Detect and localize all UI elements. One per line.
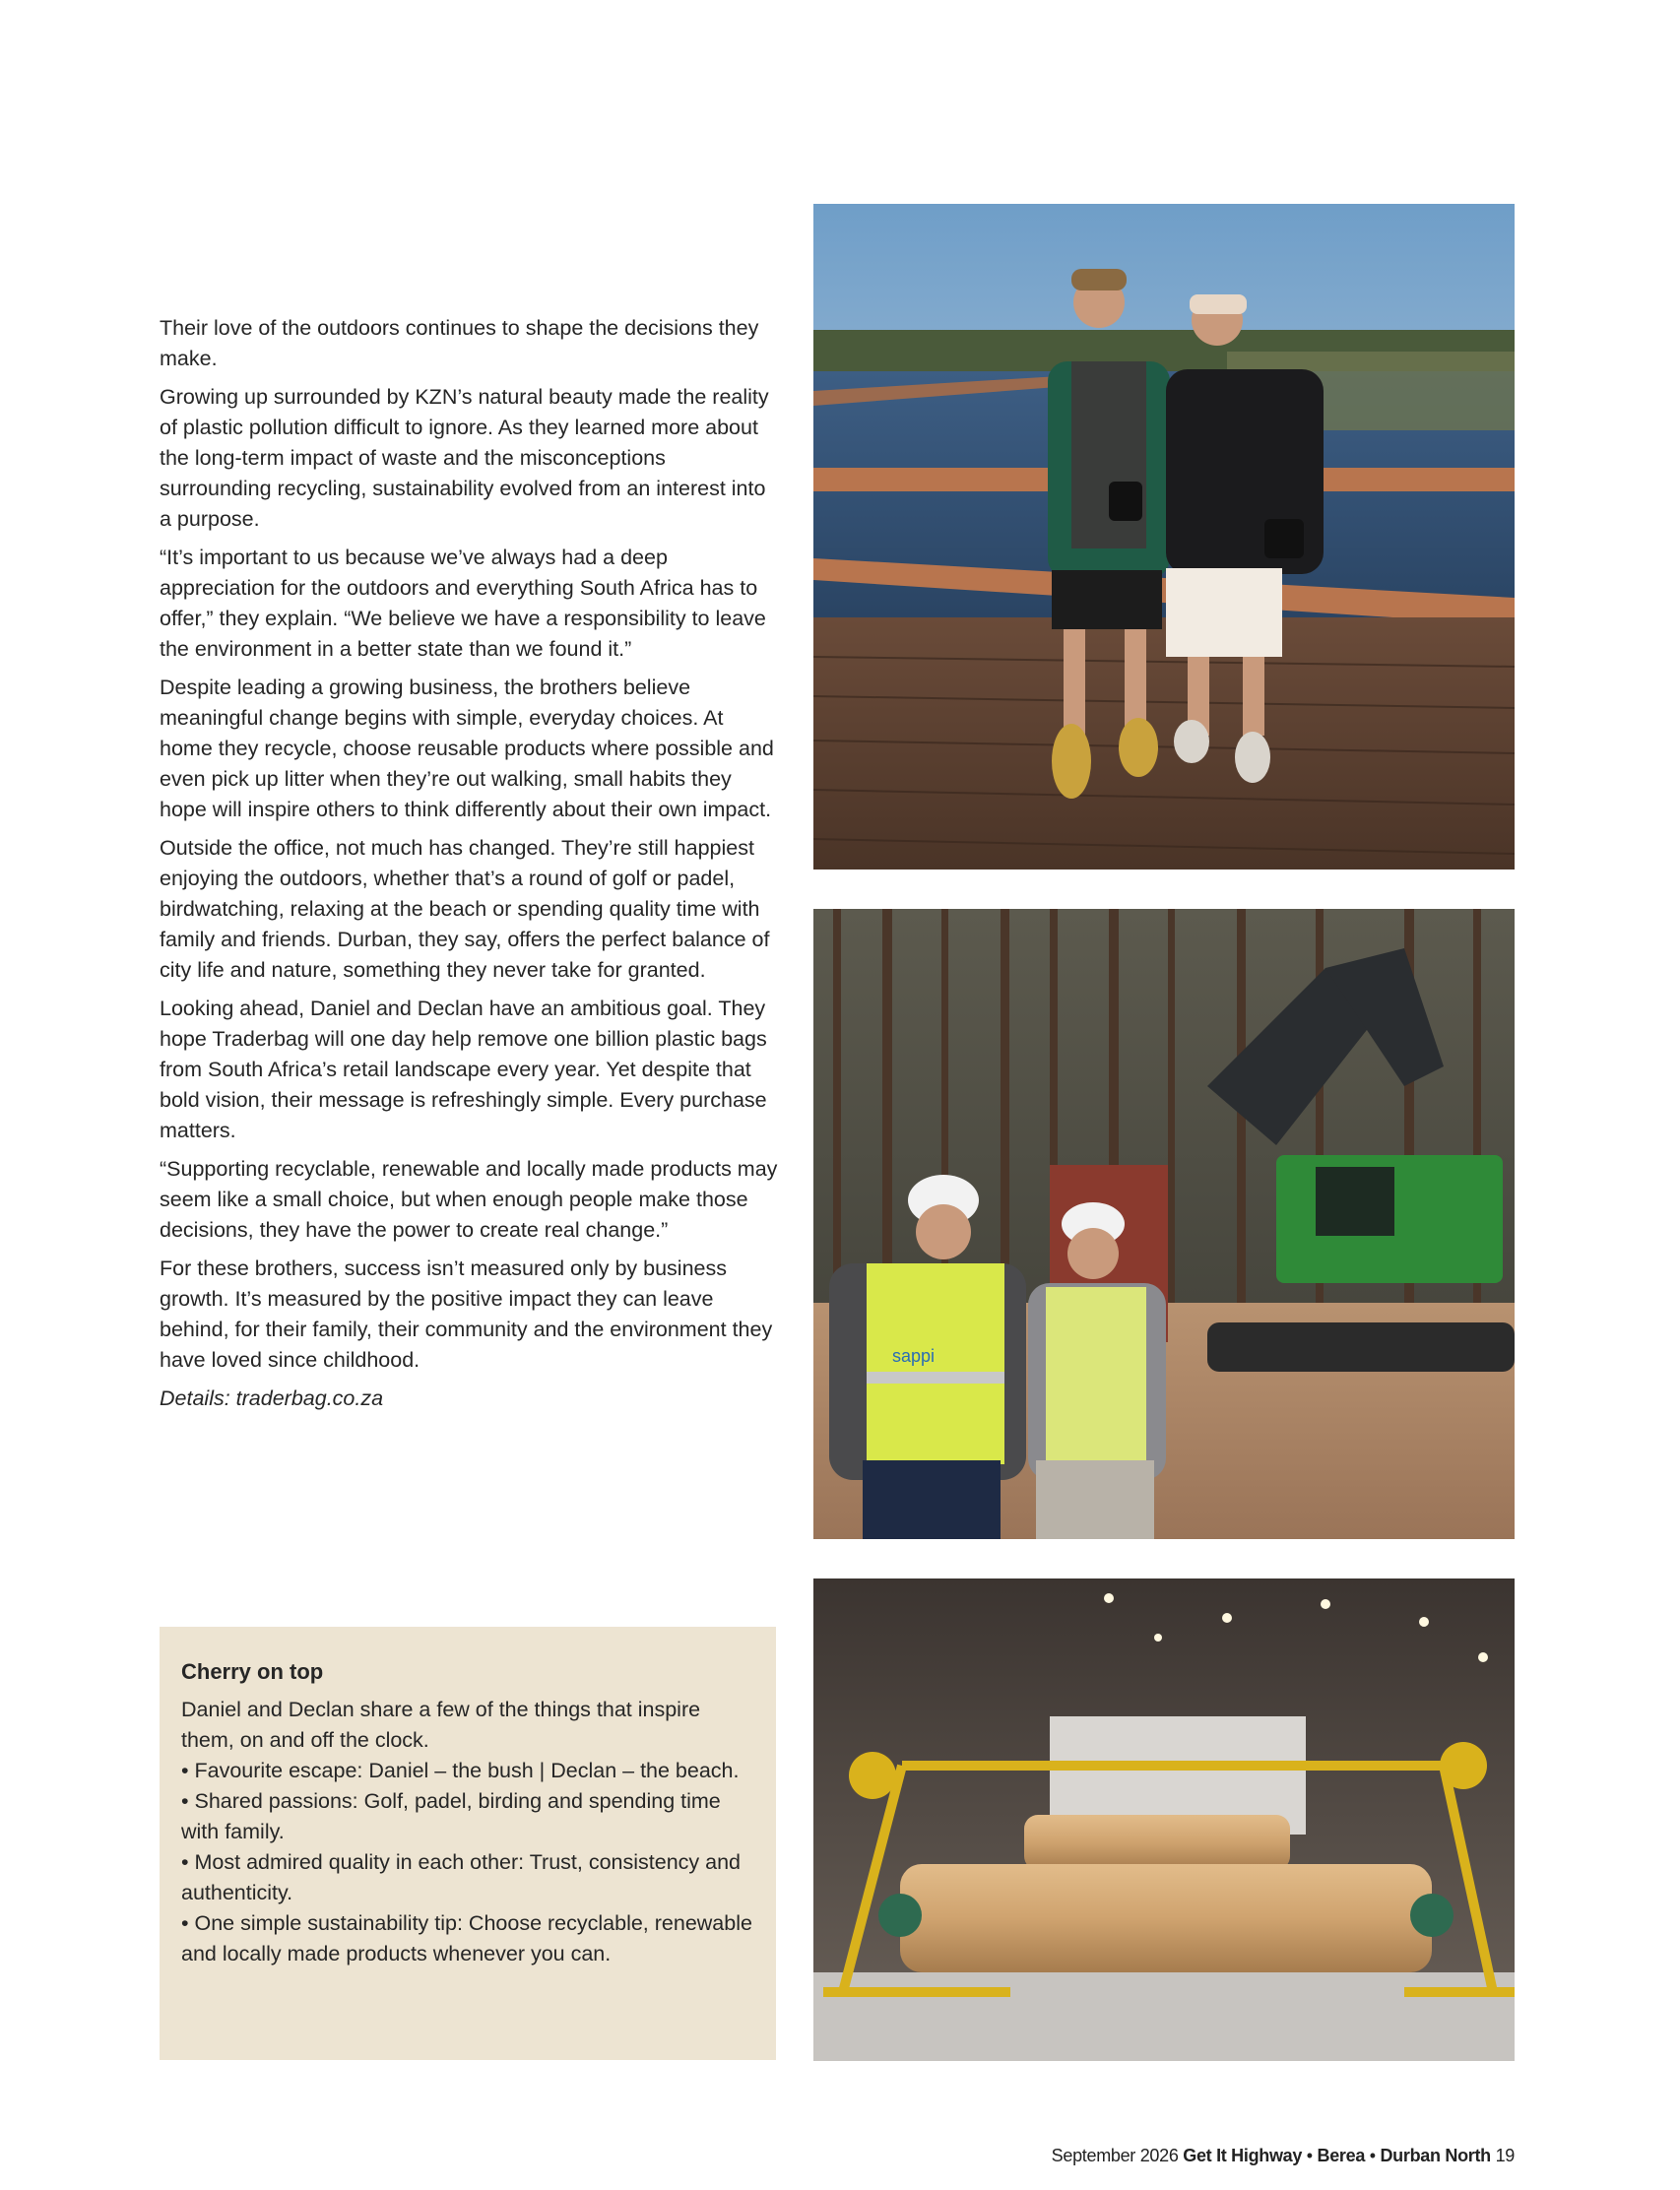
footer-separator: • [1306,2146,1313,2165]
article-paragraph: Outside the office, not much has changed. They’re still happiest enjoying the outdoors, whether that’s a round of golf or padel, birdwatching, relaxing at the beach or spending quality time with family and friends. Durban, they say, offers the perfect balance of city life and nature, something they never take for granted. [160,836,770,982]
footer-month: September 2026 [1051,2146,1179,2165]
forestry-photo [813,909,1515,1539]
sidebar-title: Cherry on top [181,1659,324,1684]
article-body [160,313,780,1422]
sidebar-item: • Most admired quality in each other: Trust, consistency and authenticity. [181,1850,741,1904]
details-link[interactable]: Details: traderbag.co.za [160,1386,384,1410]
sidebar-item: • One simple sustainability tip: Choose recyclable, renewable and locally made products whenever you can. [181,1911,752,1965]
vest-logo: sappi [892,1346,936,1366]
article-paragraph: Growing up surrounded by KZN’s natural beauty made the reality of plastic pollution difficult to ignore. As they learned more about the long-term impact of waste and the misconceptions surrounding recycling, sustainability evolved from an interest into a purpose. [160,385,769,531]
article-paragraph: “Supporting recyclable, renewable and locally made products may seem like a small choice, but when enough people make those decisions, they have the power to create real change.” [160,1157,778,1242]
page-number: 19 [1495,2146,1515,2165]
footer-separator: • [1369,2146,1376,2165]
sidebar-item: • Shared passions: Golf, padel, birding and spending time with family. [181,1789,721,1843]
article-paragraph: Despite leading a growing business, the brothers believe meaningful change begins with simple, everyday choices. At home they recycle, choose reusable products where possible and even pick up litter when they’re out walking, small habits they hope will inspire others to think differently about their own impact. [160,676,774,821]
article-paragraph: Their love of the outdoors continues to shape the decisions they make. [160,316,759,370]
paper-mill-photo [813,1578,1515,2061]
footer-area: Durban North [1380,2146,1491,2165]
footer-area: Berea [1317,2146,1366,2165]
article-paragraph: Looking ahead, Daniel and Declan have an ambitious goal. They hope Traderbag will one day help remove one billion plastic bags from South Africa’s retail landscape every year. Yet despite that bold vision, their message is refreshingly simple. Every purchase matters. [160,997,767,1142]
sidebar-item: • Favourite escape: Daniel – the bush | Declan – the beach. [181,1759,740,1782]
article-paragraph: “It’s important to us because we’ve always had a deep appreciation for the outdoors and everything South Africa has to offer,” they explain. “We believe we have a responsibility to leave the environment in a better state than we found it.” [160,546,766,661]
cherry-on-top-box [160,1627,776,2060]
footer-publication: Get It Highway [1183,2146,1303,2165]
article-paragraph: For these brothers, success isn’t measured only by business growth. It’s measured by the positive impact they can leave behind, for their family, their community and the environment they have loved since childhood. [160,1256,773,1372]
sidebar-intro: Daniel and Declan share a few of the things that inspire them, on and off the clock. [181,1698,701,1752]
page-footer [1052,2146,1515,2166]
boardwalk-photo [813,204,1515,870]
